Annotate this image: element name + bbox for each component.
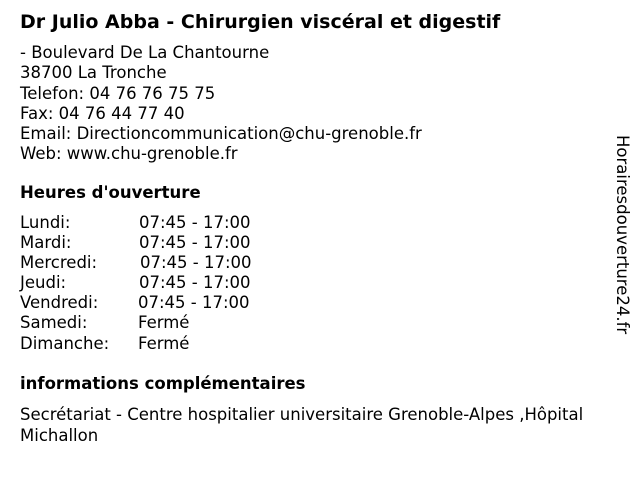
time-value: 07:45 - 17:00 xyxy=(138,293,250,313)
fax: Fax: 04 76 44 77 40 xyxy=(20,103,185,123)
day-label: Dimanche: xyxy=(20,333,110,353)
email: Email: Directioncommunication@chu-grenoble.fr xyxy=(20,124,422,144)
day-label: Mardi: xyxy=(20,233,72,253)
info-text: Secrétariat - Centre hospitalier universitaire Grenoble-Alpes ,Hôpital Michallon xyxy=(20,405,584,445)
time-value: Fermé xyxy=(138,313,190,333)
page-title: Dr Julio Abba - Chirurgien viscéral et digestif xyxy=(20,11,501,33)
website: Web: www.chu-grenoble.fr xyxy=(20,144,238,164)
watermark xyxy=(612,135,632,345)
street-address: - Boulevard De La Chantourne xyxy=(20,43,270,62)
time-value: 07:45 - 17:00 xyxy=(139,233,251,253)
day-label: Lundi: xyxy=(20,213,71,232)
time-value: 07:45 - 17:00 xyxy=(139,213,251,232)
time-value: 07:45 - 17:00 xyxy=(139,273,251,293)
info-heading: informations complémentaires xyxy=(20,374,306,393)
watermark-text: Horairesdouverture24.fr xyxy=(613,135,632,335)
day-label: Mercredi: xyxy=(20,253,98,273)
day-label: Jeudi: xyxy=(20,273,67,293)
day-label: Samedi: xyxy=(20,313,88,333)
time-value: 07:45 - 17:00 xyxy=(140,253,252,273)
phone: Telefon: 04 76 76 75 75 xyxy=(20,83,216,103)
city: 38700 La Tronche xyxy=(20,63,167,83)
day-label: Vendredi: xyxy=(20,293,99,313)
contact-block xyxy=(20,43,422,165)
hours-heading: Heures d'ouverture xyxy=(20,183,201,202)
time-value: Fermé xyxy=(138,333,190,353)
